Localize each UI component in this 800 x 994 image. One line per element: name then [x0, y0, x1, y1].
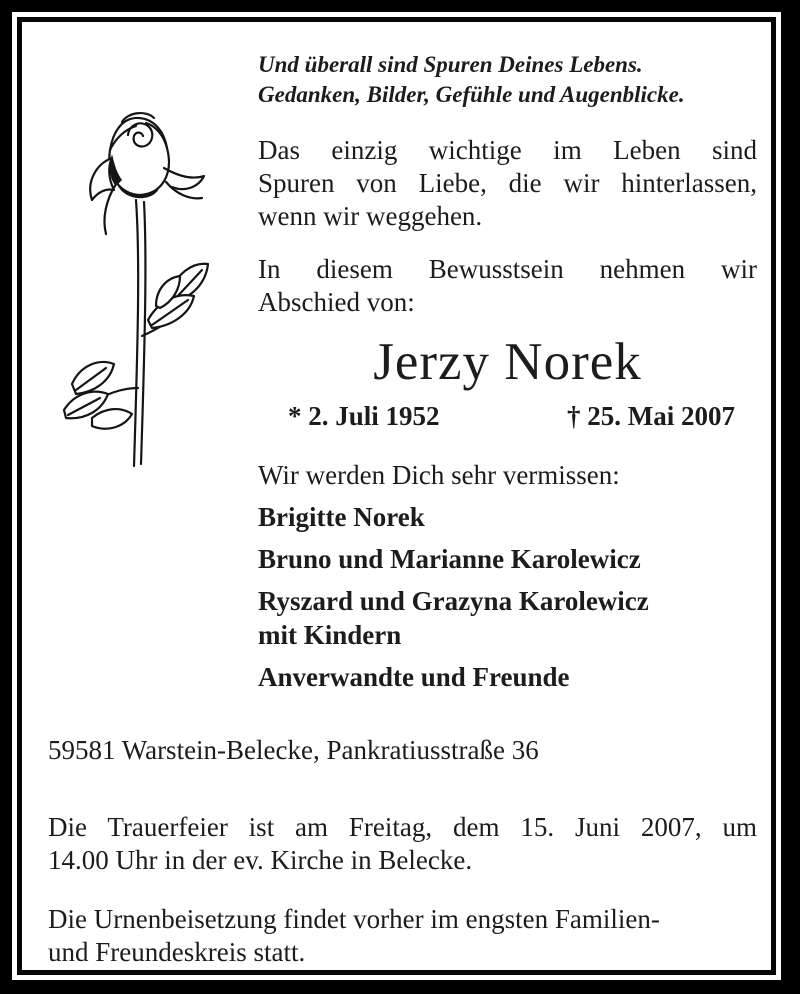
mourner-name: Bruno und Marianne Karolewicz: [258, 544, 641, 574]
notice-right-column: [258, 50, 757, 694]
paragraph-line: wenn wir weggehen.: [258, 201, 483, 231]
burial-info: [48, 903, 757, 969]
quote-line: Gedanken, Bilder, Gefühle und Augenblicke.: [258, 82, 685, 107]
opening-quote: [258, 50, 757, 110]
service-info: [48, 811, 757, 877]
paragraph-line: Abschied von:: [258, 287, 415, 317]
paragraph-line: Spuren von Liebe, die wir hinterlassen,: [258, 168, 757, 198]
death-date: † 25. Mai 2007: [567, 401, 735, 431]
paragraph-line: In diesem Bewusstsein nehmen wir: [258, 254, 757, 284]
deceased-name: Jerzy Norek: [373, 333, 642, 391]
mourner-name: Brigitte Norek: [258, 502, 425, 532]
life-dates: [258, 399, 757, 433]
intro-paragraph: [258, 134, 757, 233]
farewell-intro: Wir werden Dich sehr vermissen:: [258, 460, 620, 490]
service-line: 14.00 Uhr in der ev. Kirche in Belecke.: [48, 845, 473, 875]
mourner-name: Ryszard und Grazyna Karolewicz: [258, 586, 649, 616]
mourner-name-continued: mit Kindern: [258, 620, 402, 650]
address-line: 59581 Warstein-Belecke, Pankratiusstraße 36: [48, 735, 539, 765]
mourners-list: [258, 500, 757, 694]
mourner-name: Anverwandte und Freunde: [258, 662, 570, 692]
farewell-paragraph: [258, 253, 757, 319]
birth-date: * 2. Juli 1952: [288, 401, 440, 431]
paragraph-line: Das einzig wichtige im Leben sind: [258, 135, 757, 165]
rose-icon: [52, 88, 224, 480]
notice-content: [22, 22, 771, 970]
quote-line: Und überall sind Spuren Deines Lebens.: [258, 52, 643, 77]
notice-border: [17, 17, 776, 975]
burial-line: Die Urnenbeisetzung findet vorher im engsten Familien-: [48, 904, 660, 934]
paper-background: [12, 12, 781, 980]
burial-line: und Freundeskreis statt.: [48, 937, 306, 967]
service-line: Die Trauerfeier ist am Freitag, dem 15. Juni 2007, um: [48, 812, 757, 842]
